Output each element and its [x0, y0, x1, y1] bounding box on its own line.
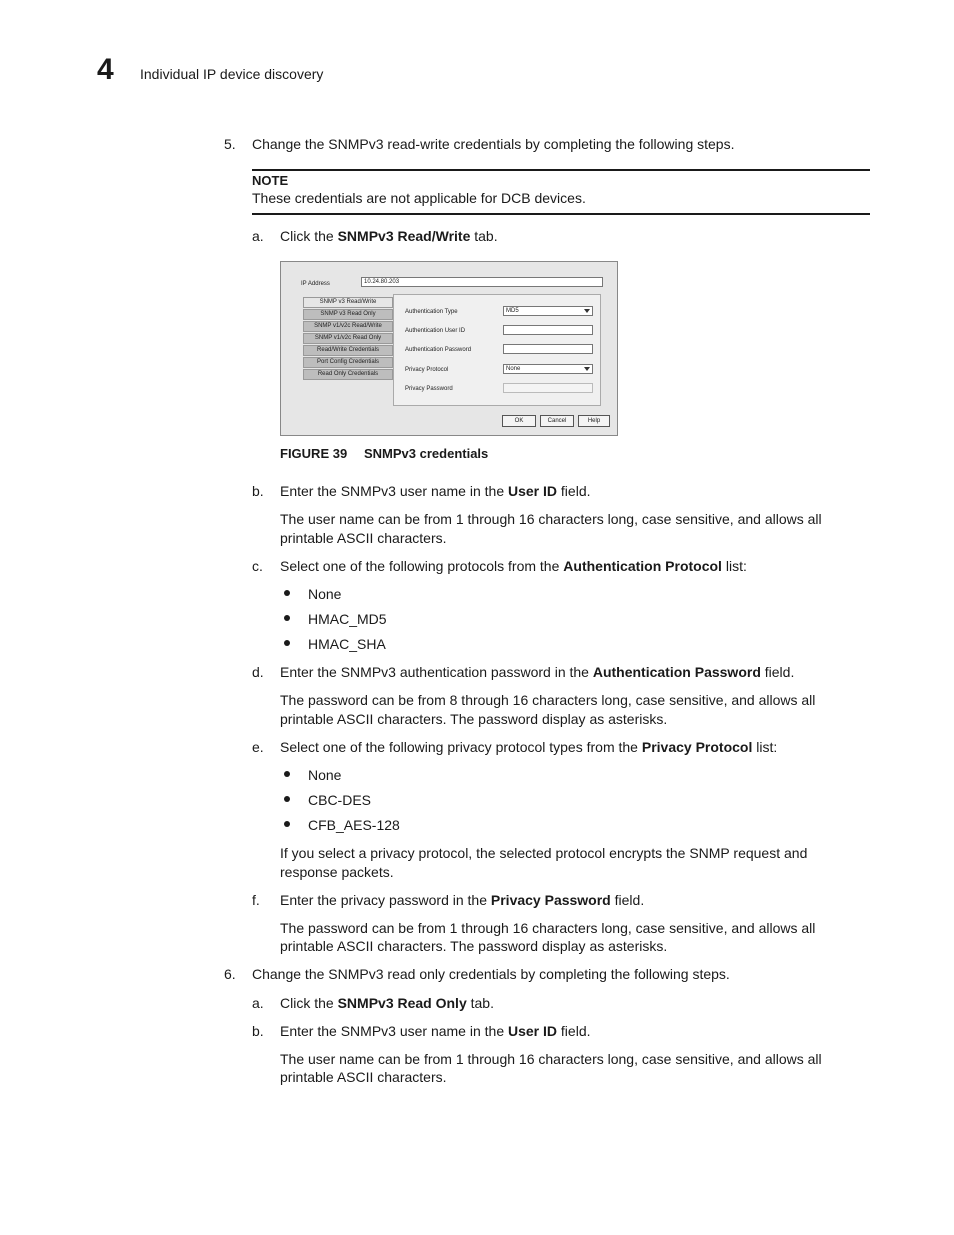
tab-snmpv1v2c-read-write[interactable]: SNMP v1/v2c Read/Write [303, 321, 393, 332]
ip-address-field[interactable]: 10.24.80.203 [361, 277, 603, 287]
help-button[interactable]: Help [578, 415, 610, 427]
list-item: None [308, 767, 342, 783]
list-item: HMAC_SHA [308, 636, 386, 652]
ip-address-label: IP Address [301, 281, 330, 287]
privacy-password-field[interactable] [503, 383, 593, 393]
cancel-button[interactable]: Cancel [540, 415, 574, 427]
auth-password-label: Authentication Password [405, 347, 472, 353]
auth-user-id-label: Authentication User ID [405, 328, 466, 334]
snmpv3-credentials-dialog [280, 261, 618, 436]
step-6-text: Change the SNMPv3 read only credentials by completing the following steps. [252, 966, 730, 982]
substep-e-desc-2: response packets. [280, 864, 394, 880]
bullet-icon [284, 771, 290, 777]
substep-f-number: f. [252, 892, 260, 908]
figure-title: SNMPv3 credentials [364, 446, 489, 461]
chapter-title: Individual IP device discovery [140, 66, 324, 82]
bullet-icon [284, 615, 290, 621]
substep-e-desc-1: If you select a privacy protocol, the selected protocol encrypts the SNMP request and [280, 845, 808, 861]
list-item: None [308, 586, 342, 602]
substep-b2-desc-2: printable ASCII characters. [280, 1069, 447, 1085]
bullet-icon [284, 640, 290, 646]
substep-f-desc-2: printable ASCII characters. The password display as asterisks. [280, 938, 668, 954]
step-5-number: 5. [224, 136, 236, 152]
substep-d-desc-2: printable ASCII characters. The password display as asterisks. [280, 711, 668, 727]
substep-b-desc-2: printable ASCII characters. [280, 530, 447, 546]
step-6-number: 6. [224, 966, 236, 982]
tab-snmpv3-read-write[interactable]: SNMP v3 Read/Write [303, 297, 393, 308]
chapter-number: 4 [97, 53, 114, 86]
tab-read-write-credentials[interactable]: Read/Write Credentials [303, 345, 393, 356]
substep-b2-number: b. [252, 1023, 264, 1039]
privacy-protocol-select[interactable]: None [503, 364, 593, 374]
auth-user-id-field[interactable] [503, 325, 593, 335]
bullet-icon [284, 821, 290, 827]
tab-snmpv3-read-only[interactable]: SNMP v3 Read Only [303, 309, 393, 320]
tab-port-config-credentials[interactable]: Port Config Credentials [303, 357, 393, 368]
substep-c-text: Select one of the following protocols from the Authentication Protocol list: [280, 558, 747, 574]
list-item: HMAC_MD5 [308, 611, 387, 627]
credentials-panel [393, 294, 601, 406]
substep-a-text: Click the SNMPv3 Read/Write tab. [280, 228, 498, 244]
substep-c-number: c. [252, 558, 263, 574]
auth-type-select[interactable]: MD5 [503, 306, 593, 316]
substep-a-number: a. [252, 228, 264, 244]
substep-f-text: Enter the privacy password in the Privacy Password field. [280, 892, 645, 908]
privacy-password-label: Privacy Password [405, 386, 453, 392]
note-bottom-rule [252, 213, 870, 215]
substep-d-number: d. [252, 664, 264, 680]
note-text: These credentials are not applicable for DCB devices. [252, 190, 586, 206]
tab-snmpv1v2c-read-only[interactable]: SNMP v1/v2c Read Only [303, 333, 393, 344]
substep-b-text: Enter the SNMPv3 user name in the User ID field. [280, 483, 591, 499]
tab-read-only-credentials[interactable]: Read Only Credentials [303, 369, 393, 380]
list-item: CFB_AES-128 [308, 817, 400, 833]
ok-button[interactable]: OK [502, 415, 536, 427]
substep-f-desc-1: The password can be from 1 through 16 characters long, case sensitive, and allows all [280, 920, 816, 936]
substep-b2-text: Enter the SNMPv3 user name in the User ID field. [280, 1023, 591, 1039]
substep-b-desc-1: The user name can be from 1 through 16 characters long, case sensitive, and allows all [280, 511, 822, 527]
substep-b-number: b. [252, 483, 264, 499]
substep-d-desc-1: The password can be from 8 through 16 characters long, case sensitive, and allows all [280, 692, 816, 708]
auth-type-label: Authentication Type [405, 309, 458, 315]
chevron-down-icon [584, 309, 590, 313]
bullet-icon [284, 796, 290, 802]
list-item: CBC-DES [308, 792, 372, 808]
substep-e-number: e. [252, 739, 264, 755]
substep-d-text: Enter the SNMPv3 authentication password in the Authentication Password field. [280, 664, 795, 680]
note-top-rule [252, 169, 870, 171]
step-5-text: Change the SNMPv3 read-write credentials by completing the following steps. [252, 136, 735, 152]
substep-a2-number: a. [252, 995, 264, 1011]
auth-password-field[interactable] [503, 344, 593, 354]
chevron-down-icon [584, 367, 590, 371]
substep-a2-text: Click the SNMPv3 Read Only tab. [280, 995, 494, 1011]
privacy-protocol-label: Privacy Protocol [405, 367, 449, 373]
substep-b2-desc-1: The user name can be from 1 through 16 characters long, case sensitive, and allows all [280, 1051, 822, 1067]
note-label: NOTE [252, 173, 289, 188]
figure-label: FIGURE 39 [280, 446, 348, 461]
bullet-icon [284, 590, 290, 596]
substep-e-text: Select one of the following privacy protocol types from the Privacy Protocol list: [280, 739, 778, 755]
